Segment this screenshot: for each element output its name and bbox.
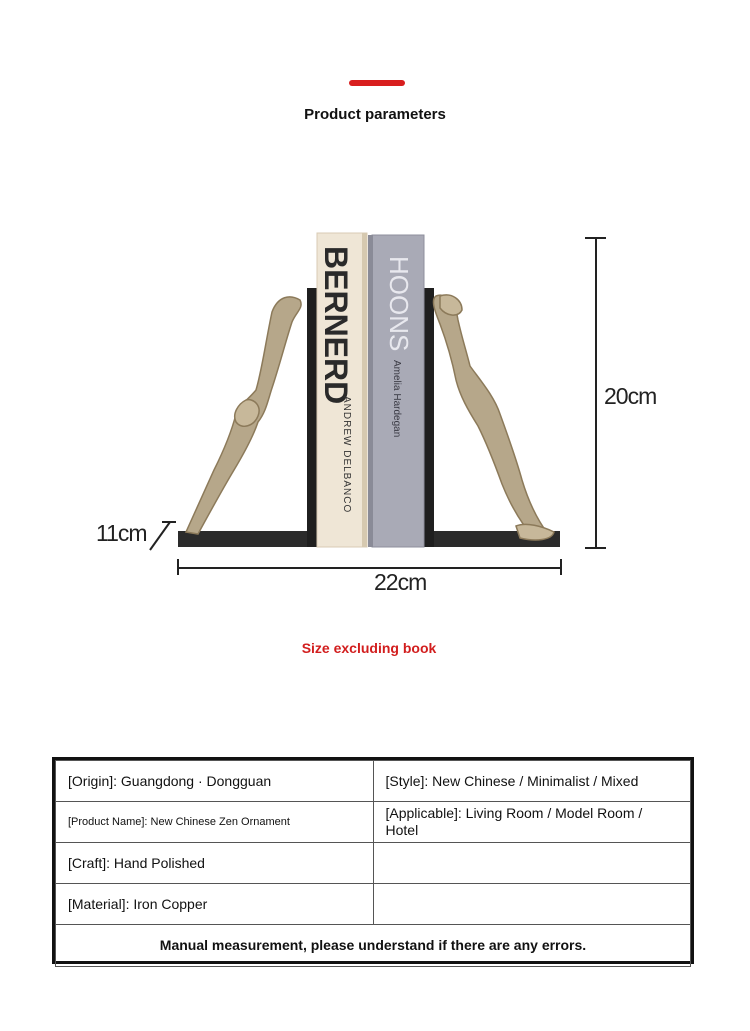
- dim-height-label: 20cm: [604, 383, 657, 409]
- spec-empty-2: [373, 884, 691, 925]
- spec-footer: Manual measurement, please understand if there are any errors.: [56, 925, 691, 967]
- dim-depth-label: 11cm: [96, 520, 147, 546]
- book-right-author: Amelia Hardegan: [391, 360, 402, 438]
- spec-origin: [Origin]: Guangdong · Dongguan: [56, 761, 374, 802]
- right-figure: [433, 295, 554, 540]
- left-figure: [186, 297, 301, 534]
- spec-craft: [Craft]: Hand Polished: [56, 843, 374, 884]
- depth-dimension: [150, 522, 176, 550]
- spec-table: [52, 757, 694, 964]
- spec-product-name: [Product Name]: New Chinese Zen Ornament: [56, 802, 374, 843]
- dim-width-label: 22cm: [374, 569, 427, 595]
- product-illustration: [0, 200, 750, 620]
- page-title: Product parameters: [304, 106, 446, 123]
- book-left-title: BERNERD: [318, 246, 354, 405]
- spec-style: [Style]: New Chinese / Minimalist / Mixed: [373, 761, 691, 802]
- height-dimension: [585, 238, 606, 548]
- accent-bar: [349, 80, 405, 86]
- right-upright: [424, 288, 434, 547]
- spec-material: [Material]: Iron Copper: [56, 884, 374, 925]
- left-upright: [307, 288, 317, 547]
- spec-applicable: [Applicable]: Living Room / Model Room / Hotel: [373, 802, 691, 843]
- size-note: Size excluding book: [301, 640, 437, 656]
- book-right-title: HOONS: [384, 256, 414, 352]
- spec-empty-1: [373, 843, 691, 884]
- width-dimension: [178, 559, 561, 575]
- book-left-author: ANDREW DELBANCO: [341, 396, 352, 514]
